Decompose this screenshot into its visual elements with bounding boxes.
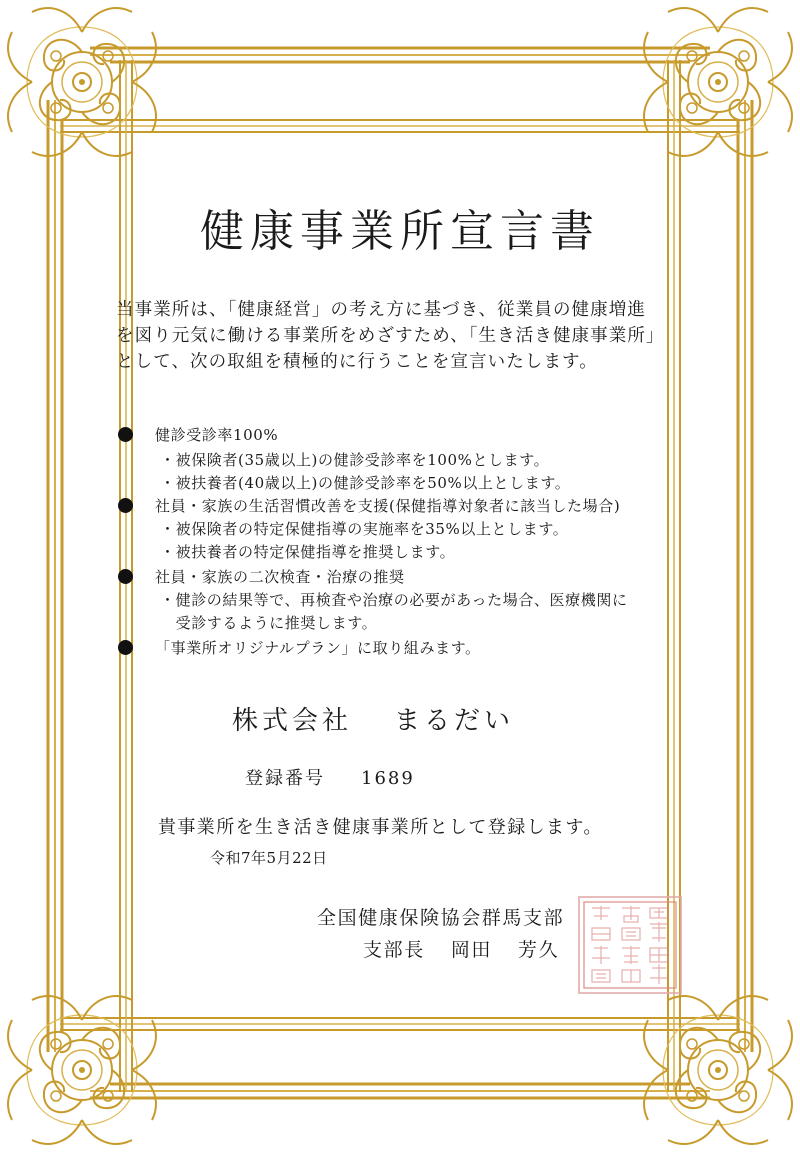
issue-date: 令和7年5月22日 — [210, 849, 328, 867]
item-detail: ・健診の結果等で、再検査や治療の必要があった場合、医療機関に — [160, 591, 628, 609]
issuer-signatory — [363, 935, 559, 962]
item-heading: 健診受診率100% — [155, 426, 279, 444]
registration-value: 1689 — [361, 768, 415, 789]
list-item — [118, 637, 718, 658]
official-seal-stamp — [578, 896, 682, 994]
list-item — [118, 566, 718, 587]
bullet-icon — [118, 498, 133, 513]
bullet-icon — [118, 640, 133, 655]
registration-label: 登録番号 — [245, 768, 325, 789]
item-detail: ・被保険者(35歳以上)の健診受診率を100%とします。 — [160, 451, 550, 469]
issuer-surname: 岡田 — [450, 939, 493, 961]
company-title: まるだい — [394, 706, 515, 736]
issuer-title: 支部長 — [363, 939, 425, 961]
intro-line-3: として、次の取組を積極的に行うことを宣言いたします。 — [116, 352, 598, 372]
intro-line-2: を図り元気に働ける事業所をめざすため、「生き活き健康事業所」 — [116, 326, 665, 346]
issuer-given-name: 芳久 — [518, 939, 560, 961]
item-detail: ・被扶養者(40歳以上)の健診受診率を50%以上とします。 — [160, 474, 571, 492]
item-detail: ・被扶養者の特定保健指導を推奨します。 — [160, 543, 456, 561]
document-title: 健康事業所宣言書 — [200, 206, 600, 257]
item-detail: ・被保険者の特定保健指導の実施率を35%以上とします。 — [160, 520, 569, 538]
registration-statement: 貴事業所を生き活き健康事業所として登録します。 — [158, 817, 603, 838]
list-item — [118, 424, 718, 445]
item-heading: 「事業所オリジナルプラン」に取り組みます。 — [155, 639, 481, 657]
item-detail: 受診するように推奨します。 — [160, 614, 378, 632]
item-heading: 社員・家族の生活習慣改善を支援(保健指導対象者に該当した場合) — [155, 497, 621, 515]
bullet-icon — [118, 569, 133, 584]
intro-line-1: 当事業所は、「健康経営」の考え方に基づき、従業員の健康増進 — [116, 300, 646, 320]
registration-number — [245, 764, 415, 790]
company-type: 株式会社 — [232, 706, 353, 736]
company-name — [232, 700, 514, 737]
issuer-organization: 全国健康保険協会群馬支部 — [317, 907, 565, 929]
bullet-icon — [118, 427, 133, 442]
list-item — [118, 495, 718, 516]
item-heading: 社員・家族の二次検査・治療の推奨 — [155, 568, 405, 586]
